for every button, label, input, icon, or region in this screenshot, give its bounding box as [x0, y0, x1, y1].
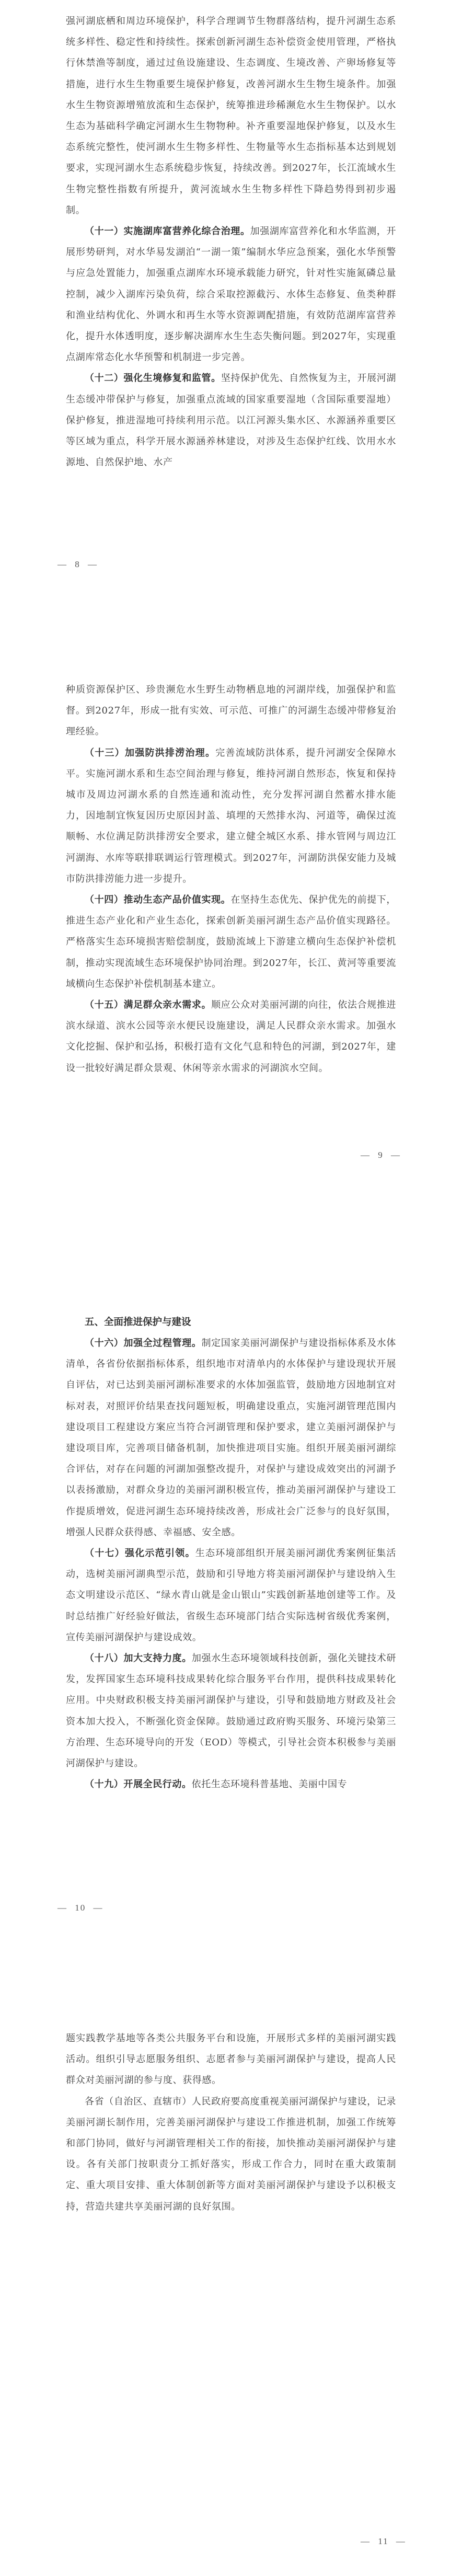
page-number-value: 8 [75, 559, 80, 569]
paragraph-text: 强河湖底栖和周边环境保护，科学合理调节生物群落结构，提升河湖生态系统多样性、稳定性和持续性。探索创新河湖生态补偿资金使用管理，严格执行休禁渔等制度，通过过鱼设施建设、生态调度、生境改善、产卵场修复等措施，进行水生生物重要生境保护修复，改善河湖水生生物生境条件。加强水生生物资源增殖放流和生态保护，统筹推进珍稀濒危水生生物保护。以水生态为基础科学确定河湖水生生物物种。补齐重要湿地保护修复，以及水生态系统完整性，使河湖水生生物多样性、生物量等水生态指标基本达到规划要求，实现河湖水生态系统稳步恢复，持续改善。到2027年，长江流域水生生物完整性指数有所提升，黄河流域水生生物多样性下降趋势得到初步遏制。 [66, 16, 396, 216]
paragraph-text: 顺应公众对美丽河湖的向往，依法合规推进滨水绿道、滨水公园等亲水便民设施建设，满足人民群众亲水需求。加强水文化挖掘、保护和弘扬，积极打造有文化气息和特色的河湖，到2027年，建设一批较好满足群众景观、休闲等亲水需求的河湖滨水空间。 [66, 999, 396, 1074]
document-page-9 [0, 648, 462, 1202]
paragraph [66, 368, 396, 473]
paragraph [66, 2091, 396, 2217]
paragraph-text: 完善流域防洪体系，提升河湖安全保障水平。实施河湖水系和生态空间治理与修复，维持河湖自然形态，恢复和保持城市及周边河湖水系的自然连通和流动性，充分发挥河湖自然蓄水排水能力，因地制宜恢复因历史原因封盖、填埋的天然排水沟、河道等，确保过流顺畅、水位满足防洪排涝安全要求，建立健全城区水系、排水管网与周边江河湖海、水库等联排联调运行管理模式。到2027年，河湖防洪保安能力及城市防洪排涝能力进一步提升。 [66, 747, 396, 884]
paragraph [66, 11, 396, 221]
section-heading: （十七）强化示范引领。 [85, 1548, 195, 1559]
paragraph [66, 1543, 396, 1648]
page-8-body [66, 11, 396, 473]
chapter-title: 五、全面推进保护与建设 [85, 1317, 191, 1328]
paragraph-text: 在坚持生态优先、保护优先的前提下，推进生态产业化和产业生态化，探索创新美丽河湖生态产品价值实现路径。严格落实生态环境损害赔偿制度，鼓励流域上下游建立横向生态保护补偿机制，推动实现流域生态环境保护协同治理。到2027年，长江、黄河等重要流域横向生态保护补偿机制基本建立。 [66, 894, 397, 990]
paragraph [66, 1333, 396, 1543]
section-heading: （十二）强化生境修复和监管。 [85, 373, 221, 384]
section-heading: （十九）开展全民行动。 [85, 1779, 192, 1790]
page-number: — 9 — [361, 1150, 401, 1160]
paragraph [66, 743, 396, 890]
paragraph [66, 680, 396, 743]
paragraph-text: 种质资源保护区、珍贵濒危水生野生动物栖息地的河湖岸线，加强保护和监督。到2027年，形成一批有实效、可示范、可推广的河湖生态缓冲带修复治理经验。 [66, 684, 396, 738]
section-heading: （十五）满足群众亲水需求。 [85, 999, 212, 1011]
paragraph-text: 各省（自治区、直辖市）人民政府要高度重视美丽河湖保护与建设，记录美丽河湖长制作用，完善美丽河湖保护与建设工作推进机制，加强工作统筹和部门协同，做好与河湖管理相关工作的衔接，加快推动美丽河湖保护与建设。各有关部门按职责分工抓好落实，形成工作合力，同时在重大政策制定、重大项目安排、重大体制创新等方面对美丽河湖保护与建设予以积极支持，营造共建共享美丽河湖的良好氛围。 [66, 2096, 396, 2212]
paragraph-text: 生态环境部组织开展美丽河湖优秀案例征集活动，选树美丽河湖典型示范，鼓励和引导地方将美丽河湖保护与建设纳入生态文明建设示范区、“绿水青山就是金山银山”实践创新基地创建等工作。及时总结推广好经验好做法，省级生态环境部门结合实际选树省级优秀案例，宣传美丽河湖保护与建设成效。 [66, 1548, 396, 1643]
paragraph-text: 制定国家美丽河湖保护与建设指标体系及水体清单，各省份依据指标体系，组织地市对清单内的水体保护与建设现状开展自评估，对已达到美丽河湖标准要求的水体加强监管，鼓励地方因地制宜对标对表，对照评价结果查找问题短板，明确建设重点，实施河湖管理范围内建设项目工程建设方案应当符合河湖管理和保护要求，建立美丽河湖保护与建设项目库，完善项目储备机制，加快推进项目实施。组织开展美丽河湖综合评估，对存在问题的河湖加强整改提升，对保护与建设成效突出的河湖予以表扬激励，对群众身边的美丽河湖积极宣传，推动美丽河湖保护与建设工作提质增效，促进河湖生态环境持续改善，形成社会广泛参与的良好氛围，增强人民群众获得感、幸福感、安全感。 [66, 1338, 397, 1538]
page-number-value: 9 [378, 1150, 384, 1160]
page-number-value: 11 [378, 2536, 389, 2546]
paragraph-text: 依托生态环境科普基地、美丽中国专 [191, 1779, 348, 1790]
page-number: — 8 — [57, 559, 98, 569]
paragraph-text: 加强水生态环境领域科技创新，强化关键技术研发，发挥国家生态环境科技成果转化综合服务平台作用，提供科技成果转化应用。中央财政积极支持美丽河湖保护与建设，引导和鼓励地方财政及社会资本加大投入，不断强化资金保障。鼓励通过政府购买服务、环境污染第三方治理、生态环境导向的开发（EOD）等模式，引导社会资本积极参与美丽河湖保护与建设。 [66, 1653, 396, 1769]
section-heading: （十六）加强全过程管理。 [85, 1338, 202, 1349]
document-page-10 [0, 1296, 462, 1934]
paragraph-text: 加强湖库富营养化和水华监测，开展形势研判，对水华易发湖泊“一湖一策”编制水华应急预案，强化水华预警与应急处置能力，加强重点湖库水环境承载能力研究，针对性实施氮磷总量控制，减少入湖库污染负荷，综合采取控源截污、水体生态修复、鱼类种群和渔业结构优化、外调水和再生水等水资源调配措施，有效防范湖库富营养化，提升水体透明度，逐步解决湖库水生生态失衡问题。到2027年，实现重点湖库常态化水华预警和机制进一步完善。 [66, 226, 396, 363]
section-heading: （十八）加大支持力度。 [85, 1653, 192, 1664]
paragraph [66, 995, 396, 1079]
paragraph-text: 题实践教学基地等各类公共服务平台和设施，开展形式多样的美丽河湖实践活动。组织引导志愿服务组织、志愿者参与美丽河湖保护与建设，提高人民群众对美丽河湖的参与度、获得感。 [66, 2033, 396, 2086]
page-11-body [66, 2028, 396, 2217]
document-page-8 [0, 0, 462, 569]
page-number: — 11 — [361, 2536, 406, 2546]
paragraph [66, 890, 396, 995]
section-heading: （十一）实施湖库富营养化综合治理。 [85, 226, 250, 237]
page-10-body [66, 1312, 396, 1795]
paragraph [66, 2028, 396, 2091]
paragraph [66, 1774, 396, 1795]
document-page-11 [0, 2012, 462, 2576]
page-number-value: 10 [75, 1903, 86, 1913]
paragraph [66, 1648, 396, 1774]
page-9-body [66, 680, 396, 1079]
paragraph [66, 221, 396, 368]
paragraph-text: 坚持保护优先、自然恢复为主，开展河湖生态缓冲带保护与修复，加强重点流域的国家重要湿地（含国际重要湿地）保护修复，推进湿地可持续利用示范。以江河源头集水区、水源涵养重要区等区域为重点，科学开展水源涵养林建设，对涉及生态保护红线、饮用水水源地、自然保护地、水产 [66, 373, 396, 468]
section-heading: （十三）加强防洪排涝治理。 [85, 747, 216, 758]
section-heading: （十四）推动生态产品价值实现。 [85, 894, 231, 906]
page-number: — 10 — [57, 1903, 103, 1913]
